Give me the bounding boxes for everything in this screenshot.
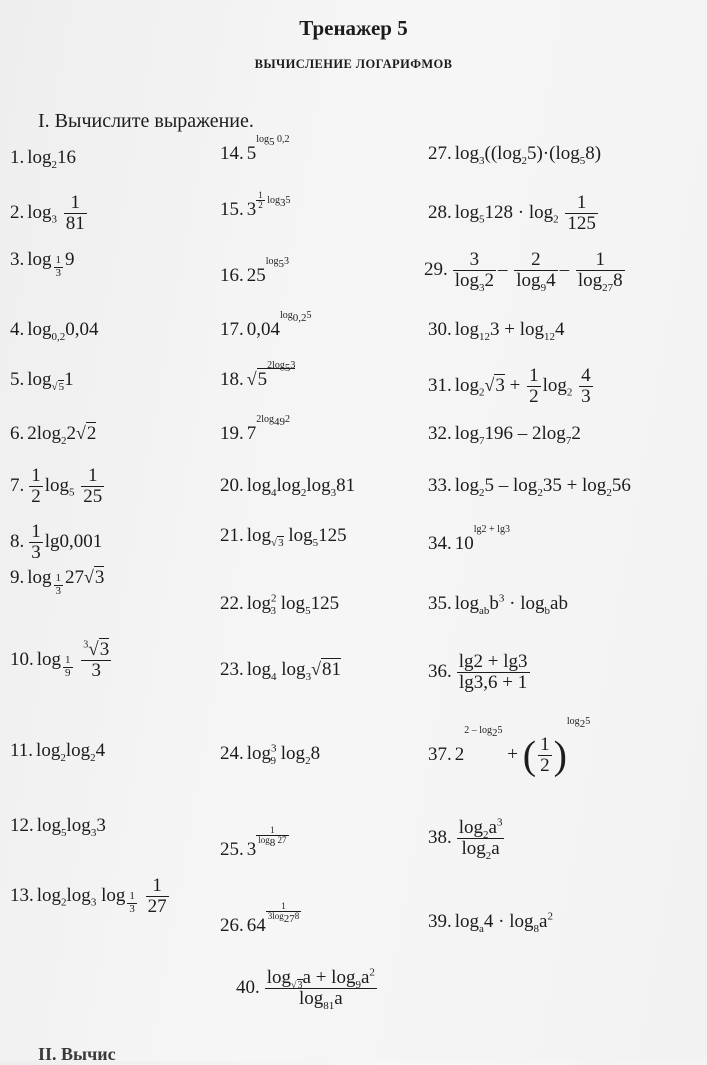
exercise-29: 29. $\frac{3}{\log_32}$ – $\frac{2}{\log_94}$ – $\frac{1}{\log_{27}8}$ (424, 249, 623, 294)
exercise-31: 31. $\log_2√3$ + $\frac{1}{2}$ $\log_2$ $\frac{4}{3}$ (428, 365, 591, 407)
exercise-26: 26. 64 $^{\frac{1}{3\log_{27}8}}$ (220, 901, 300, 936)
exercise-9: 9. log $_{\frac{1}{3}}$ 27√3 (10, 567, 105, 597)
next-section-stub: II. Вычис (38, 1044, 116, 1064)
exercise-35: 35. $\log_{ab}b^3 \cdot \log_bab$ (428, 592, 568, 617)
exercise-21: 21. $\log_{√3} \log_5125$ (220, 525, 347, 549)
exercise-18: 18. $√5^{2log_53}$ (220, 360, 296, 390)
exercise-14: 14. $5^{log_5 0,2}$ (220, 134, 290, 164)
exercise-37: 37. $2^{2 - log_25}$ + ( $\frac{1}{2}$ )$^{log_25}$ (428, 716, 591, 778)
exercise-30: 30. $\log_{12}3 + \log_{12}4$ (428, 319, 565, 343)
exercise-20: 20. $\log_4\log_2\log_381$ (220, 475, 356, 499)
exercise-3: 3. log $_{\frac{1}{3}}$ 9 (10, 249, 75, 279)
exercise-2: 2. $\log_3$ $\frac{1}{81}$ (10, 192, 85, 234)
exercise-13: 13. $\log_2\log_3$ log $_{\frac{1}{3}}$ $\frac{1}{27}$ (10, 875, 167, 917)
exercise-27: 27. $\log_3((\log_25)\cdot(\log_58)$ (428, 143, 602, 167)
exercise-40: 40. $\frac{\log_{√3}a + \log_9a^2}{\log_{81}a}$ (236, 966, 375, 1012)
exercise-7: 7. $\frac{1}{2}$ $\log_5$ $\frac{1}{25}$ (10, 465, 103, 507)
exercise-33: 33. $\log_25 - \log_235 + \log_256$ (428, 475, 631, 499)
exercise-11: 11. $\log_2\log_24$ (10, 740, 106, 764)
exercise-4: 4. $\log_{0,2}0,04$ (10, 319, 99, 343)
exercise-32: 32. $\log_7196 - 2\log_72$ (428, 423, 581, 447)
page-subtitle: ВЫЧИСЛЕНИЕ ЛОГАРИФМОВ (254, 57, 453, 71)
exercise-22: 22. $\log^2_3 \log_5125$ (220, 592, 340, 617)
exercise-1: 1. $\log_216$ (10, 147, 77, 171)
exercise-15: 15. 3 $^{\frac{1}{2} log_35}$ (220, 190, 291, 220)
exercise-24: 24. $\log^3_9 \log_28$ (220, 742, 321, 767)
exercise-16: 16. $25^{log_53}$ (220, 256, 290, 286)
page-title: Тренажер 5 (299, 16, 408, 40)
exercise-36: 36. $\frac{\lg 2 + \lg 3}{\lg 3,6 + 1}$ (428, 651, 528, 693)
exercise-5: 5. $\log_{√5}1$ (10, 369, 74, 393)
exercise-12: 12. $\log_5\log_33$ (10, 815, 106, 839)
exercise-17: 17. $0,04^{log_{0,2}5}$ (220, 310, 312, 340)
exercise-39: 39. $\log_a4 \cdot \log_8a^2$ (428, 910, 553, 935)
exercise-25: 25. 3 $^{\frac{1}{\log_8 27}}$ (220, 825, 287, 860)
exercise-6: 6. $2\log_22√2$ (10, 423, 97, 447)
exercise-8: 8. $\frac{1}{3}$ lg0,001 (10, 521, 103, 563)
exercise-19: 19. $7^{2log_{49}2}$ (220, 414, 291, 444)
section-heading: I. Вычислите выражение. (38, 110, 254, 132)
exercise-38: 38. $\frac{\log_2a^3}{\log_2a}$ (428, 816, 503, 862)
exercise-23: 23. $\log_4 \log_3√81$ (220, 659, 341, 683)
exercise-34: 34. $10^{lg2 + lg3}$ (428, 524, 510, 554)
exercise-10: 10. log $_{\frac{1}{9}}$ $\frac{^3√3}{3}$ (10, 639, 110, 681)
exercise-28: 28. $\log_5128 \cdot \log_2$ $\frac{1}{125}$ (428, 192, 596, 234)
